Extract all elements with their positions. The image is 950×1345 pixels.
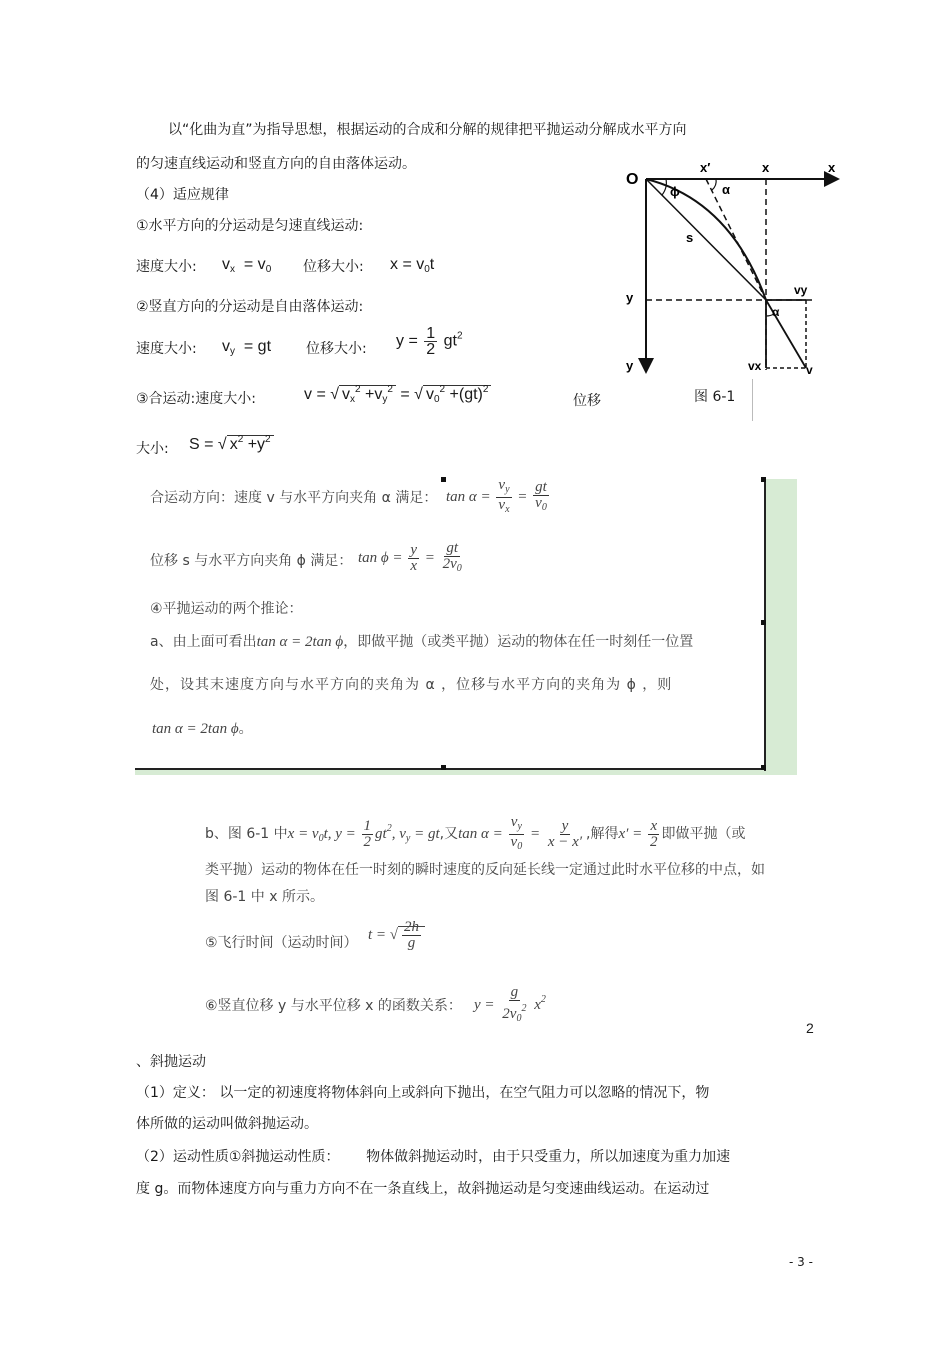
formula-y-x: y = $\frac{g}{2v_0^2}$ $x^2$ <box>474 984 546 1024</box>
size-word: 大小: <box>136 441 169 457</box>
fig-label-y2: y <box>626 358 634 373</box>
formula-tan-phi: tan ϕ = $\frac{y}{x}$ = $\frac{gt}{2v_0}$ <box>358 540 462 574</box>
fig-label-y1: y <box>626 290 634 305</box>
displacement-s <box>646 179 766 300</box>
item-6-text: ⑥竖直位移 y 与水平位移 x 的函数关系： <box>205 998 462 1014</box>
oblique-title: 、斜抛运动 <box>136 1054 206 1070</box>
fig-label-phi: ϕ <box>670 184 680 199</box>
inference-b-suffix: 即做平抛（或 <box>661 825 746 842</box>
inference-a-prefix: a、由上面可看出 <box>150 634 257 650</box>
page-number: - 3 - <box>789 1255 813 1269</box>
item-1-text: ①水平方向的分运动是匀速直线运动: <box>136 218 364 234</box>
box-bottom-edge <box>135 768 766 770</box>
item-5-text: ⑤飞行时间（运动时间） <box>205 935 358 951</box>
inference-heading: ④平抛运动的两个推论： <box>150 601 303 617</box>
disp-angle-text: 位移 s 与水平方向夹角 ϕ 满足： <box>150 553 353 569</box>
fig-label-origin: O <box>626 171 639 188</box>
formula-s: S = √ $x^2 +y^2$ <box>189 434 274 454</box>
fig-label-alpha2: α <box>772 305 780 319</box>
oblique-def-line-2: 体所做的运动叫做斜抛运动。 <box>136 1116 318 1132</box>
oblique-def-line-1: （1）定义： 以一定的初速度将物体斜向上或斜向下抛出，在空气阻力可以忽略的情况下，物 <box>136 1085 710 1101</box>
inference-a-suffix: ，即做平抛（或类平抛）运动的物体在任一时刻任一位置 <box>343 634 694 650</box>
inference-b-solve: ,解得 <box>586 825 619 842</box>
formula-flight-time: t = √ $\frac{2h}{g}$ <box>368 920 425 951</box>
box-handle-top-right <box>761 477 766 482</box>
formula-vy: $v_y$ = gt <box>222 338 272 357</box>
section-4-heading: （4）适应规律 <box>136 187 229 203</box>
disp-label-1: 位移大小: <box>303 259 364 275</box>
fig-label-s: s <box>686 230 694 245</box>
disp-label-2: 位移大小: <box>306 341 367 357</box>
box-green-right <box>766 479 797 775</box>
speed-label-1: 速度大小: <box>136 259 197 275</box>
formula-y: y = $\frac{1}{2}$ $gt^2$ <box>396 325 463 358</box>
fig-label-vx: vx <box>748 359 762 373</box>
formula-tan-relation: tan α = 2tan ϕ <box>256 634 344 650</box>
oblique-prop-line-1: （2）运动性质①斜抛运动性质： 物体做斜抛运动时，由于只受重力，所以加速度为重力加速 <box>136 1149 731 1165</box>
fig-label-v: v <box>806 363 813 377</box>
figure-caption: 图 6-1 <box>694 389 736 405</box>
inference-b-line-1 <box>205 815 746 854</box>
inference-a-line-1 <box>150 633 693 651</box>
fig-label-vy: vy <box>794 283 808 297</box>
box-handle-bottom-right <box>761 765 766 770</box>
formula-x: $x = v_0t$ <box>390 256 435 275</box>
fig-label-x1: x <box>762 160 770 175</box>
section-number: 2 <box>806 1020 814 1036</box>
formula-b-tan: tan α = $\frac{v_y}{v_0}$ = $\frac{y}{x - x'}$ <box>458 814 583 852</box>
inference-a-line-2: 处，设其末速度方向与水平方向的夹角为 α ，位移与水平方向的夹角为 ϕ ，则 <box>150 677 673 693</box>
fig-label-x2: x <box>828 160 836 175</box>
item-2-text: ②竖直方向的分运动是自由落体运动: <box>136 299 364 315</box>
phi-arc <box>662 179 666 195</box>
inference-b-prefix: b、图 6-1 中 <box>205 825 288 842</box>
direction-text: 合运动方向：速度 v 与水平方向夹角 α 满足： <box>150 490 438 506</box>
box-handle-bottom <box>441 765 446 770</box>
speed-label-2: 速度大小: <box>136 341 197 357</box>
box-handle-right <box>761 620 766 625</box>
formula-b-xy: $x = v_0t$, y = $\frac{1}{2}$ $gt^2$, $v_y$ = gt <box>287 818 440 850</box>
intro-line-2: 的匀速直线运动和竖直方向的自由落体运动。 <box>136 156 416 172</box>
fig-label-alpha1: α <box>722 182 730 197</box>
alpha-arc-1 <box>712 179 716 190</box>
inference-b-line-2: 类平抛）运动的物体在任一时刻的瞬时速度的反向延长线一定通过此时水平位移的中点，如 <box>205 862 765 878</box>
fig-label-x-prime: x′ <box>700 160 711 175</box>
item-3-text: ③合运动:速度大小: <box>136 391 256 407</box>
inference-a-period: 。 <box>238 721 253 737</box>
formula-vx: $v_x = v_0$ <box>222 256 272 275</box>
inference-b-mid: ,又 <box>439 825 459 842</box>
box-green-bottom <box>135 770 797 775</box>
figure-6-1 <box>620 160 850 380</box>
intro-line-1: 以“化曲为直”为指导思想，根据运动的合成和分解的规律把平抛运动分解成水平方向 <box>168 122 687 138</box>
box-right-edge <box>764 479 766 771</box>
inference-b-line-3: 图 6-1 中 x 所示。 <box>205 889 324 905</box>
disp-word: 位移 <box>573 393 601 409</box>
formula-b-result: x′ = $\frac{x}{2}$ <box>618 818 658 850</box>
formula-tan-relation-2: tan α = 2tan ϕ <box>152 721 239 737</box>
formula-v: v = √ $v_x^2 +v_y^2$ = √ $v_0^2 +(gt)^2$ <box>304 384 491 405</box>
formula-tan-alpha: tan α = $\frac{v_y}{v_x}$ = $\frac{gt}{v_0}$ <box>446 477 547 515</box>
oblique-prop-line-2: 度 g。而物体速度方向与重力方向不在一条直线上，故斜抛运动是匀变速曲线运动。在运动过 <box>136 1181 710 1197</box>
inference-a-line-3 <box>152 720 253 738</box>
